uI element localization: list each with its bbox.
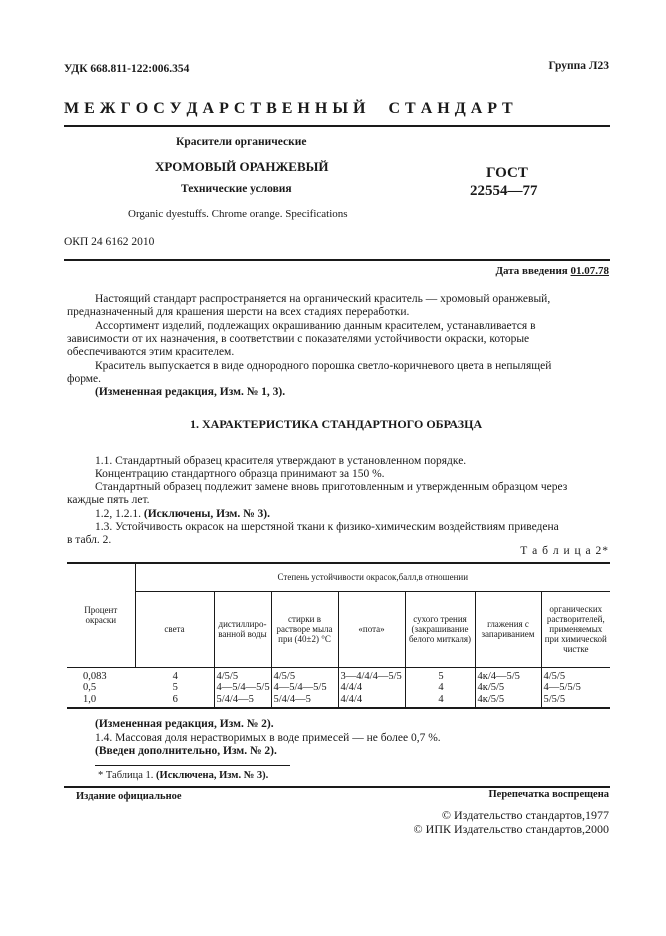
table-cell: 4/5/5 [273, 670, 296, 682]
table-cell: 3—4/4/4—5/5 [340, 670, 402, 682]
table-2-caption: Т а б л и ц а 2* [520, 545, 609, 557]
table-cell: 6 [172, 693, 178, 705]
table-cell: 4/4/4 [340, 682, 363, 693]
table-cell: 0,5 [83, 682, 97, 693]
table-cell: 4к/4—5/5 [477, 670, 520, 682]
table-cell: 4/5/5 [216, 670, 239, 682]
percent-column [67, 667, 135, 708]
udc-code: УДК 668.811-122:006.354 [64, 63, 190, 75]
clause-1-1-replacement-line2: каждые пять лет. [67, 494, 150, 506]
washing-column [271, 667, 338, 708]
clause-1-1-replacement-line1: Стандартный образец подлежит замене вновь приготовленным и утвержденным образцом через [95, 481, 568, 493]
clause-1-1-concentration: Концентрацию стандартного образца принимают за 150 %. [95, 468, 385, 480]
product-name: ХРОМОВЫЙ ОРАНЖЕВЫЙ [155, 159, 329, 174]
column-header: сухого трения (закрашивание белого миткаля) [405, 591, 475, 667]
table-cell: 4к/5/5 [477, 682, 505, 693]
gost-number: 22554—77 [470, 183, 538, 199]
footnote-text: * Таблица 1. [98, 770, 154, 781]
column-header: света [135, 591, 214, 667]
intro-date [495, 265, 609, 277]
copyright-1977: © Издательство стандартов,1977 [441, 808, 609, 822]
okp-code: ОКП 24 6162 2010 [64, 236, 155, 248]
ironing-column [475, 667, 541, 708]
column-header: глажения с запариванием [475, 591, 541, 667]
table-cell: 4/5/5 [543, 670, 566, 682]
clause-1-2-excluded: (Исключены, Изм. № 3). [143, 508, 270, 520]
footer-rule [64, 786, 610, 788]
table-cell: 4 [438, 693, 444, 705]
section-1-heading: 1. ХАРАКТЕРИСТИКА СТАНДАРТНОГО ОБРАЗЦА [190, 417, 483, 431]
table-cell: 1,0 [83, 693, 97, 705]
dry-rubbing-column [405, 667, 475, 708]
table-cell: 0,083 [83, 670, 107, 682]
column-header: органических растворителей, применяемых при химической чистке [541, 591, 610, 667]
water-column [214, 667, 271, 708]
table-cell: 4—5/4—5/5 [273, 682, 327, 693]
column-header: дистиллиро-ванной воды [214, 591, 271, 667]
footnote [98, 770, 268, 781]
table-data-row [67, 667, 610, 708]
table-cell: 4 [172, 670, 178, 682]
table-cell: 5/4/4—5 [216, 693, 254, 705]
standard-type: М Е Ж Г О С У Д А Р С Т В Е Н Н Ы Й С Т А Н Д А Р Т [64, 100, 514, 117]
table-cell: 5/5/5 [543, 693, 566, 705]
intro-p2-line2: зависимости от их назначения, в соответствии с показателями устойчивости окраски, которые [67, 333, 530, 345]
intro-p3-line1: Краситель выпускается в виде однородного порошка светло-коричневого цвета в непылящей [95, 360, 552, 372]
intro-p3-line2: форме. [67, 373, 102, 385]
intro-amendment: (Измененная редакция, Изм. № 1, 3). [95, 386, 286, 398]
table-cell: 5 [438, 670, 444, 682]
reprint-notice: Перепечатка воспрещена [488, 789, 609, 800]
header-rule [64, 125, 610, 127]
table-cell: 5/4/4—5 [273, 693, 311, 705]
column-header: «пота» [338, 591, 405, 667]
english-title: Organic dyestuffs. Chrome orange. Specifications [128, 208, 348, 220]
light-column [135, 667, 214, 708]
clause-1-1: 1.1. Стандартный образец красителя утверждают в установленном порядке. [95, 455, 467, 467]
gost-label: ГОСТ [486, 165, 528, 181]
intro-date-label: Дата введения [495, 265, 568, 277]
sweat-column [338, 667, 405, 708]
category-title: Красители органические [176, 136, 307, 148]
table-cell: 4 [438, 682, 444, 693]
table-cell: 5 [172, 682, 178, 693]
intro-date-value: 01.07.78 [570, 265, 609, 277]
clause-1-3-line2: в табл. 2. [67, 534, 112, 546]
group-code: Группа Л23 [548, 60, 609, 72]
table-2-row-header: Процент окраски [67, 563, 135, 667]
column-header: стирки в растворе мыла при (40±2) °C [271, 591, 338, 667]
added-note: (Введен дополнительно, Изм. № 2). [95, 745, 277, 757]
title-rule [64, 259, 610, 261]
official-edition: Издание официальное [76, 791, 182, 802]
clause-1-2-number: 1.2, 1.2.1. [95, 508, 141, 520]
intro-p2-line3: обеспечиваются этим красителем. [67, 346, 235, 358]
copyright-2000: © ИПК Издательство стандартов,2000 [413, 822, 609, 836]
amendment-2: (Измененная редакция, Изм. № 2). [95, 718, 274, 730]
table-cell: 4/4/4 [340, 693, 363, 705]
table-2 [67, 562, 610, 709]
table-cell: 4—5/4—5/5 [216, 682, 270, 693]
footnote-rule [95, 765, 290, 766]
solvents-column [541, 667, 610, 708]
intro-p1-line2: предназначенный для крашения шерсти на всех стадиях переработки. [67, 306, 410, 318]
clause-1-4: 1.4. Массовая доля нерастворимых в воде примесей — не более 0,7 %. [95, 732, 441, 744]
intro-p2-line1: Ассортимент изделий, подлежащих окрашиванию данным красителем, устанавливается в [95, 320, 536, 332]
clause-1-2 [95, 508, 270, 522]
table-cell: 4—5/5/5 [543, 682, 581, 693]
document-subtitle: Технические условия [181, 183, 292, 195]
table-cell: 4к/5/5 [477, 693, 505, 705]
clause-1-3-line1: 1.3. Устойчивость окрасок на шерстяной ткани к физико-химическим воздействиям приведена [95, 521, 559, 533]
intro-p1-line1: Настоящий стандарт распространяется на органический краситель — хромовый оранжевый, [95, 293, 551, 305]
table-2-group-header: Степень устойчивости окрасок,балл,в отношении [135, 563, 610, 591]
footnote-note: (Исключена, Изм. № 3). [156, 770, 269, 781]
